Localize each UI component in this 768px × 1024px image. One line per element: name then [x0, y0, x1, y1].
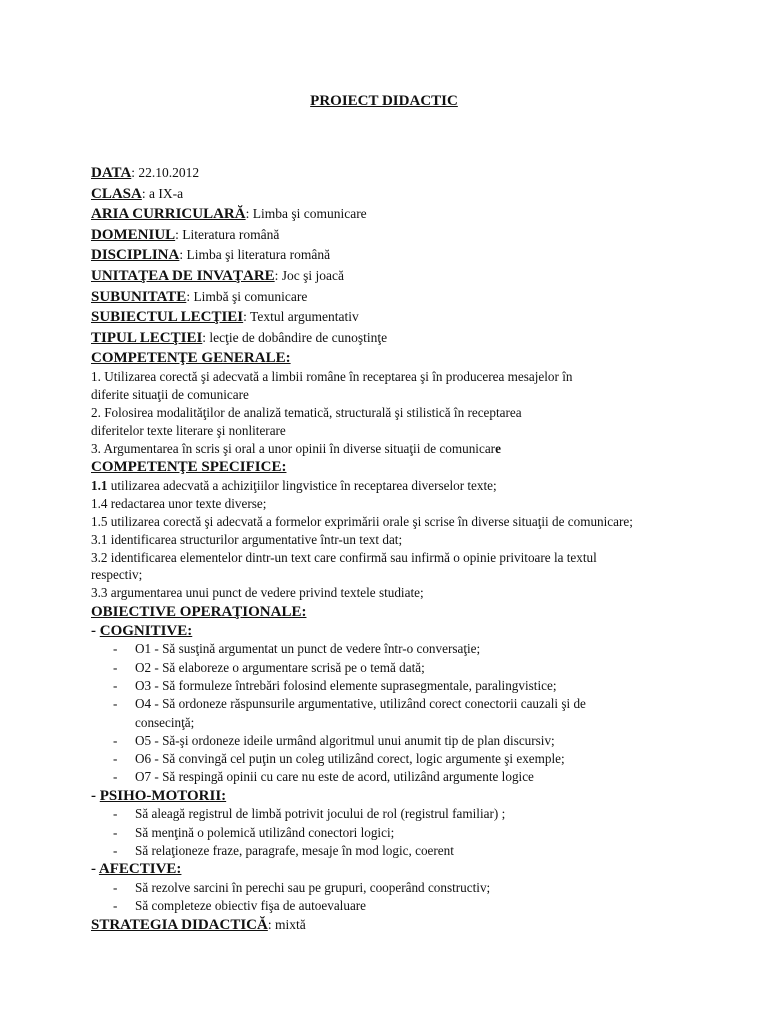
field-strategia: [91, 915, 731, 936]
field-label: STRATEGIA DIDACTICĂ: [91, 917, 268, 934]
list-item: [91, 732, 731, 750]
field-value: : Textul argumentativ: [243, 309, 359, 325]
field-data: [91, 163, 731, 184]
page-title: PROIECT DIDACTIC: [310, 93, 458, 109]
list-item-text: Să completeze obiectiv fişa de autoevaluare: [135, 897, 367, 913]
list-item-text: O3 - Să formuleze întrebări folosind elemente suprasegmentale, paralingvistice;: [135, 678, 557, 693]
field-label: ARIA CURRICULARĂ: [91, 206, 246, 223]
list-item: [91, 842, 731, 860]
field-value: : a IX-a: [141, 185, 184, 201]
text-line: 1.4 redactarea unor texte diverse;: [91, 496, 267, 512]
section-heading-competente-specifice: COMPETENŢE SPECIFICE:: [91, 459, 287, 476]
field-label: DOMENIUL: [91, 226, 176, 243]
field-clasa: [91, 184, 731, 205]
field-value: : Limbă şi comunicare: [186, 288, 308, 304]
field-value: : mixtă: [267, 917, 306, 933]
list-item-text: Să menţină o polemică utilizând conectori logici;: [135, 824, 395, 840]
text-fragment: 3. Argumentarea în scris şi oral a unor opinii în diverse situaţii de comunicar: [91, 440, 496, 456]
bullet-dash: -: [113, 751, 118, 767]
field-subunitate: [91, 287, 731, 308]
list-item: [91, 879, 731, 897]
text-line: 1.5 utilizarea corectă şi adecvată a formelor exprimării orale şi scrise în diverse situaţii de comunicare;: [91, 513, 633, 529]
list-item-text: O4 - Să ordoneze răspunsurile argumentative, utilizând corect conectorii cauzali şi de: [135, 696, 586, 712]
field-tipul: [91, 328, 731, 349]
bullet-dash: -: [113, 769, 118, 785]
field-disciplina: [91, 245, 731, 266]
text-line: 3.2 identificarea elementelor dintr-un text care confirmă sau infirmă o opinie privitoare la textul: [91, 549, 597, 565]
field-label: DATA: [91, 165, 132, 181]
list-item-text: O7 - Să respingă opinii cu care nu este de acord, utilizând argumente logice: [135, 769, 534, 785]
document-body: [91, 163, 731, 936]
list-item-text: Să relaţioneze fraze, paragrafe, mesaje în mod logic, coerent: [135, 842, 454, 858]
bullet-dash: -: [113, 641, 118, 657]
field-domeniul: [91, 225, 731, 246]
text-line: 1. Utilizarea corectă şi adecvată a limbii române în receptarea şi în producerea mesajelor în: [91, 369, 573, 385]
bullet-dash: -: [113, 732, 118, 748]
list-item-text: O1 - Să susţină argumentat un punct de vedere într-o conversaţie;: [135, 641, 481, 657]
text-line: 3.1 identificarea structurilor argumentative într-un text dat;: [91, 531, 403, 547]
text-line: 2. Folosirea modalităţilor de analiză tematică, structurală şi stilistică în receptarea: [91, 404, 522, 420]
field-value: : Literatura română: [175, 226, 280, 242]
subsection-label: AFECTIVE:: [98, 861, 182, 878]
text-line: respectiv;: [91, 567, 143, 583]
field-aria-curriculara: [91, 204, 731, 225]
field-label: CLASA: [91, 185, 142, 202]
field-label: UNITAŢEA DE INVAŢARE: [91, 267, 275, 284]
list-item: [91, 897, 731, 915]
list-item: [91, 677, 731, 695]
field-label: DISCIPLINA: [91, 247, 180, 264]
list-item-text: O5 - Să-şi ordoneze ideile urmând algoritmul unui anumit tip de plan discursiv;: [135, 732, 555, 748]
list-item: [91, 768, 731, 786]
text-fragment: utilizarea adecvată a achiziţiilor lingvistice în receptarea diverselor texte;: [107, 478, 497, 494]
list-item-continuation: consecinţă;: [135, 714, 195, 730]
text-line: 3.3 argumentarea unui punct de vedere privind textele studiate;: [91, 585, 424, 601]
text-line: [91, 440, 731, 458]
field-value: : Limba şi comunicare: [245, 206, 367, 222]
list-item: [91, 750, 731, 768]
list-item: [91, 659, 731, 677]
field-subiectul: [91, 307, 731, 328]
field-value: : Joc şi joacă: [274, 267, 345, 283]
bullet-dash: -: [113, 806, 118, 822]
subsection-prefix: -: [91, 622, 100, 639]
list-item: [91, 824, 731, 842]
item-number: 1.1: [91, 478, 108, 494]
bullet-dash: -: [113, 696, 118, 712]
bullet-dash: -: [113, 879, 118, 895]
list-item-text: O6 - Să convingă cel puţin un coleg utilizând corect, logic argumente şi exemple;: [135, 751, 565, 767]
list-item: [91, 695, 731, 713]
field-value: : lecţie de dobândire de cunoştinţe: [202, 329, 388, 345]
subsection-label: PSIHO-MOTORII:: [99, 787, 227, 804]
field-unitatea: [91, 266, 731, 287]
bullet-dash: -: [113, 659, 118, 675]
section-heading-competente-generale: COMPETENŢE GENERALE:: [91, 350, 291, 367]
field-value: : 22.10.2012: [131, 165, 200, 180]
subsection-afective: [91, 860, 731, 879]
bullet-dash: -: [113, 824, 118, 840]
bullet-dash: -: [113, 842, 118, 858]
text-line: [91, 477, 731, 495]
text-line: diferite situaţii de comunicare: [91, 387, 249, 403]
field-label: SUBUNITATE: [91, 288, 187, 305]
list-item-text: Să rezolve sarcini în perechi sau pe grupuri, cooperând constructiv;: [135, 879, 491, 895]
list-item: [91, 640, 731, 658]
subsection-prefix: -: [91, 787, 100, 804]
text-line: diferitelor texte literare şi nonliterare: [91, 422, 286, 438]
section-heading-obiective: OBIECTIVE OPERAŢIONALE:: [91, 603, 307, 620]
subsection-psiho-motorii: [91, 787, 731, 806]
field-label: SUBIECTUL LECŢIEI: [91, 309, 244, 326]
field-value: : Limba şi literatura română: [179, 247, 331, 263]
list-item: [91, 805, 731, 823]
list-item-text: O2 - Să elaboreze o argumentare scrisă pe o temă dată;: [135, 659, 425, 675]
subsection-prefix: -: [91, 861, 99, 878]
text-fragment-bold: e: [495, 440, 501, 456]
subsection-cognitive: [91, 622, 731, 641]
field-label: TIPUL LECŢIEI: [91, 329, 203, 346]
bullet-dash: -: [113, 678, 118, 693]
list-item-text: Să aleagă registrul de limbă potrivit jocului de rol (registrul familiar) ;: [135, 806, 506, 822]
subsection-label: COGNITIVE:: [99, 622, 193, 639]
bullet-dash: -: [113, 897, 118, 913]
